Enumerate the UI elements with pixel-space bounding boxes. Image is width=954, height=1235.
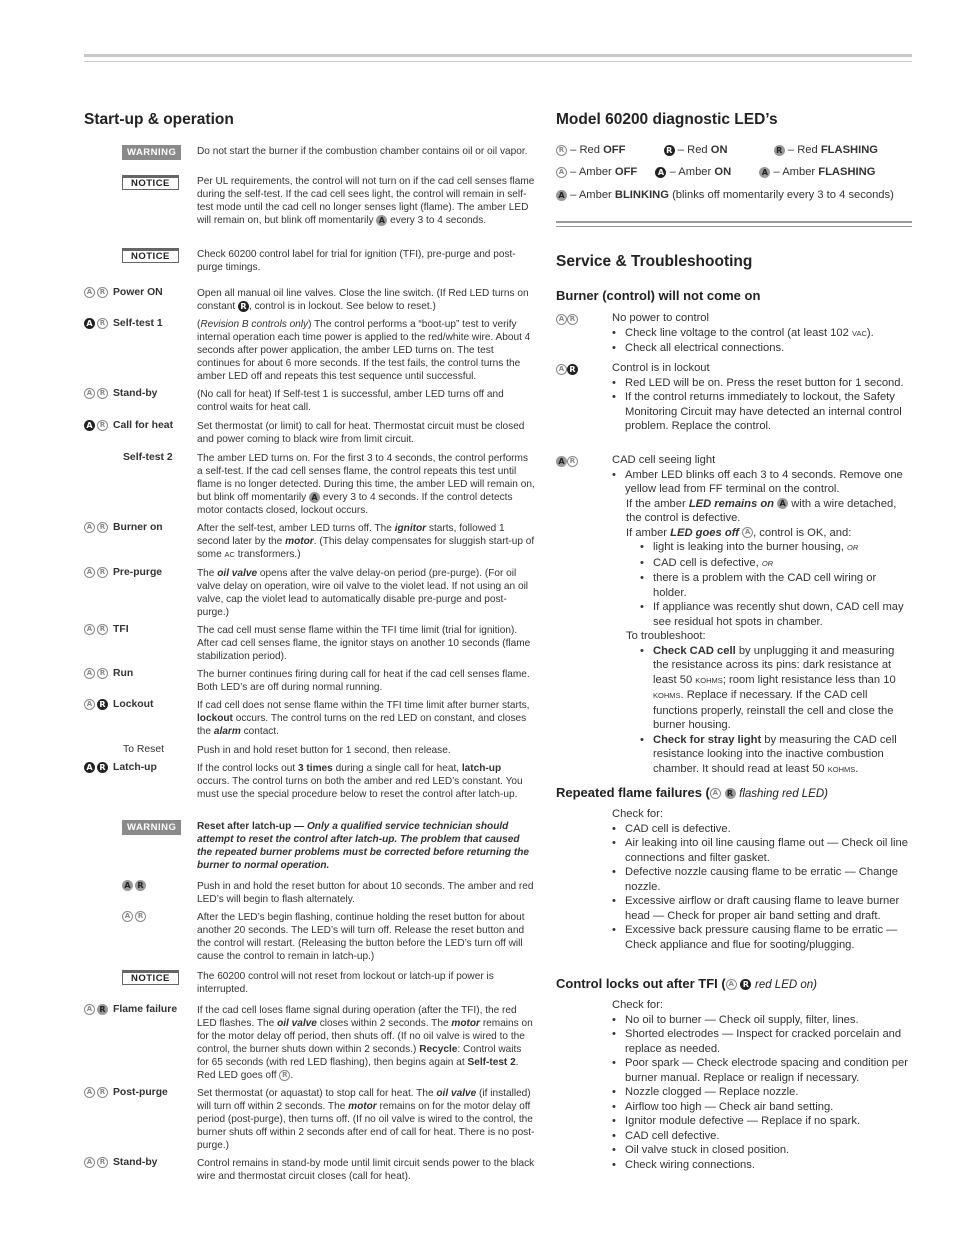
- notice-text: Per UL requirements, the control will not turn on if the cad cell senses flame during the self-test. If the cad cell sees light, the control will remain in self-test mode until the cad cell no longer senses light (flame). The amber LED will remain on, but blink off momentarily A every 3 to 4 seconds.: [197, 176, 535, 227]
- repeated-flame-heading: Repeated flame failures ( A R flashing red LED): [556, 785, 828, 800]
- red-flashing-icon: R: [97, 1004, 108, 1015]
- red-on-icon: R: [97, 762, 108, 773]
- list-item: • CAD cell defective.: [612, 1129, 912, 1144]
- start-up-heading: Start-up & operation: [84, 111, 234, 128]
- amber-blink-icon: A: [376, 215, 387, 226]
- section-divider-thin: [556, 226, 912, 227]
- service-heading: Service & Troubleshooting: [556, 253, 753, 270]
- list-item: • Check wiring connections.: [612, 1158, 912, 1173]
- amber-off-icon: A: [84, 287, 95, 298]
- list-item: • Check CAD cell by unplugging it and measuring the resistance across its pins: dark resistance at least 50 KOHMS; room light resistance less than 10 KOHMS. Replace if necessary. If the CAD cell functions properly, reinstall the cell and close the burner housing.: [640, 644, 912, 733]
- cause-lockout: [556, 361, 912, 434]
- amber-blink-icon: A: [309, 492, 320, 503]
- amber-blink-icon: A: [777, 498, 788, 509]
- list-item: • Excessive back pressure causing flame to be erratic — Check appliance and flue for sooting/plugging.: [612, 923, 912, 952]
- amber-off-icon: A: [84, 668, 95, 679]
- amber-off-icon: A: [710, 788, 721, 799]
- list-item: • Defective nozzle causing flame to be erratic — Change nozzle.: [612, 865, 912, 894]
- list-item: • Check line voltage to the control (at least 102 VAC).: [612, 326, 912, 342]
- list-item: • Airflow too high — Check air band setting.: [612, 1100, 912, 1115]
- red-on-icon: R: [97, 699, 108, 710]
- list-item: • CAD cell is defective.: [612, 822, 912, 837]
- section-divider: [556, 221, 912, 223]
- amber-off-icon: A: [726, 979, 737, 990]
- amber-blink-icon: A: [556, 456, 567, 467]
- amber-off-icon: A: [84, 1087, 95, 1098]
- diag-row-3: A – Amber BLINKING (blinks off momentarily every 3 to 4 seconds): [556, 189, 894, 201]
- burner-not-on-heading: Burner (control) will not come on: [556, 288, 761, 303]
- red-on-icon: R: [238, 301, 249, 312]
- list-item: • If the control returns immediately to lockout, the Safety Monitoring Circuit may have detected an internal control problem. Replace the control.: [612, 390, 912, 434]
- locks-out-list: Check for: • No oil to burner — Check oil supply, filter, lines. • Shorted electrodes — Inspect for cracked porcelain and replace as needed. • Poor spark — Check electrode spacing and condition per burner manual. Replace or realign if necessary. • Nozzle clogged — Replace nozzle. • Airflow too high — Check air band setting. • Ignitor module defective — Replace if no spark. • CAD cell defective. • Oil valve stuck in closed position. • Check wiring connections.: [612, 998, 912, 1172]
- list-item: • Ignitor module defective — Replace if no spark.: [612, 1114, 912, 1129]
- notice-badge: NOTICE: [122, 175, 179, 190]
- amber-off-icon: A: [556, 364, 567, 375]
- red-off-icon: R: [97, 287, 108, 298]
- amber-off-icon: A: [84, 388, 95, 399]
- notice-text: Check 60200 control label for trial for ignition (TFI), pre-purge and post-purge timings.: [197, 249, 516, 274]
- amber-off-icon: A: [84, 1004, 95, 1015]
- list-item: • Oil valve stuck in closed position.: [612, 1143, 912, 1158]
- list-item: • Shorted electrodes — Inspect for cracked porcelain and replace as needed.: [612, 1027, 912, 1056]
- amber-off-icon: A: [84, 1157, 95, 1168]
- red-off-icon: R: [97, 624, 108, 635]
- amber-off-icon: A: [84, 624, 95, 635]
- amber-on-icon: A: [84, 318, 95, 329]
- amber-off-icon: A: [122, 911, 133, 922]
- cause-title: CAD cell seeing light: [612, 454, 716, 466]
- list-item: • Check all electrical connections.: [612, 341, 912, 356]
- list-item: • Amber LED blinks off each 3 to 4 seconds. Remove one yellow lead from FF terminal on the control.: [612, 468, 912, 497]
- cause-cad-light: A R CAD cell seeing light • Amber LED blinks off each 3 to 4 seconds. Remove one yellow lead from FF terminal on the control. If the amber LED remains on A with a wire detached, the control is defective. If amber LED goes off A , control is OK, and: • light is leaking into the burner housing, OR • CAD cell is defective, OR • there is a problem with the CAD cell wiring or holder. • If appliance was recently shut down, CAD cell may see residual hot spots in chamber. To troubleshoot: • Check CAD cell by unplugging it and measuring the resistance across its pins: dark resistance at least 50 KOHMS; room light resistance less than 10 KOHMS. Replace if necessary. If the CAD cell functions properly, reinstall the cell and close the burner housing. • Check for stray light by measuring the CAD cell resistance looking into the inactive combustion chamber. It should read at least 50 KOHMS.: [556, 453, 912, 777]
- amber-on-icon: A: [84, 420, 95, 431]
- list-item: • Check for stray light by measuring the CAD cell resistance looking into the inactive combustion chamber. It should read at least 50 KOHMS.: [640, 733, 912, 778]
- red-flashing-icon: R: [774, 145, 785, 156]
- red-off-icon: R: [97, 567, 108, 578]
- red-on-icon: R: [740, 979, 751, 990]
- amber-off-icon: A: [556, 314, 567, 325]
- cause-no-power: [556, 311, 912, 356]
- list-item: • Excessive airflow or draft causing flame to leave burner head — Check for proper air band setting and draft.: [612, 894, 912, 923]
- notice-badge: NOTICE: [122, 248, 179, 263]
- list-item: • Air leaking into oil line causing flame out — Check oil line connections and filter gasket.: [612, 836, 912, 865]
- red-off-icon: R: [556, 145, 567, 156]
- red-off-icon: R: [97, 1157, 108, 1168]
- diag-heading: Model 60200 diagnostic LED’s: [556, 111, 778, 128]
- red-off-icon: R: [567, 314, 578, 325]
- list-item: • If appliance was recently shut down, CAD cell may see residual hot spots in chamber.: [640, 600, 912, 629]
- list-item: • Nozzle clogged — Replace nozzle.: [612, 1085, 912, 1100]
- cause-title: Control is in lockout: [612, 362, 710, 374]
- diag-row-2: A – Amber OFF A – Amber ON A – Amber FLASHING: [556, 166, 875, 178]
- red-off-icon: R: [97, 1087, 108, 1098]
- list-item: • CAD cell is defective, OR: [640, 556, 912, 572]
- warning-text: Do not start the burner if the combustion chamber contains oil or oil vapor.: [197, 146, 528, 157]
- cause-title: No power to control: [612, 312, 710, 324]
- red-flashing-icon: R: [725, 788, 736, 799]
- red-off-icon: R: [97, 522, 108, 533]
- red-off-icon: R: [97, 388, 108, 399]
- red-flashing-icon: R: [135, 880, 146, 891]
- amber-on-icon: A: [84, 762, 95, 773]
- red-off-icon: R: [97, 420, 108, 431]
- red-off-icon: R: [97, 668, 108, 679]
- amber-off-icon: A: [84, 522, 95, 533]
- list-item: • Red LED will be on. Press the reset button for 1 second.: [612, 376, 912, 391]
- amber-off-icon: A: [84, 567, 95, 578]
- top-rule-thin: [84, 61, 912, 62]
- red-off-icon: R: [135, 911, 146, 922]
- red-on-icon: R: [664, 145, 675, 156]
- amber-on-icon: A: [655, 167, 666, 178]
- amber-off-icon: A: [84, 699, 95, 710]
- list-item: • Poor spark — Check electrode spacing and condition per burner manual. Replace or realign if necessary.: [612, 1056, 912, 1085]
- list-item: • light is leaking into the burner housing, OR: [640, 540, 912, 556]
- notice-badge: NOTICE: [122, 970, 179, 985]
- locks-out-heading: Control locks out after TFI ( A R red LED on): [556, 976, 817, 991]
- red-off-icon: R: [279, 1070, 290, 1081]
- list-item: • No oil to burner — Check oil supply, filter, lines.: [612, 1013, 912, 1028]
- top-rule: [84, 54, 912, 57]
- amber-off-icon: A: [556, 167, 567, 178]
- amber-flashing-icon: A: [122, 880, 133, 891]
- amber-blink-icon: A: [556, 190, 567, 201]
- warning-badge: WARNING: [122, 820, 181, 835]
- red-off-icon: R: [567, 456, 578, 467]
- list-item: • there is a problem with the CAD cell wiring or holder.: [640, 571, 912, 600]
- red-off-icon: R: [97, 318, 108, 329]
- amber-flashing-icon: A: [759, 167, 770, 178]
- diag-row-1: R – Red OFF R – Red ON R – Red FLASHING: [556, 144, 878, 156]
- repeated-flame-list: Check for: • CAD cell is defective. • Air leaking into oil line causing flame out — Check oil line connections and filter gasket. • Defective nozzle causing flame to be erratic — Change nozzle. • Excessive airflow or draft causing flame to leave burner head — Check for proper air band setting and draft. • Excessive back pressure causing flame to be erratic — Check appliance and flue for sooting/plugging.: [612, 807, 912, 952]
- red-on-icon: R: [567, 364, 578, 375]
- amber-off-icon: A: [742, 527, 753, 538]
- warning-badge: WARNING: [122, 145, 181, 160]
